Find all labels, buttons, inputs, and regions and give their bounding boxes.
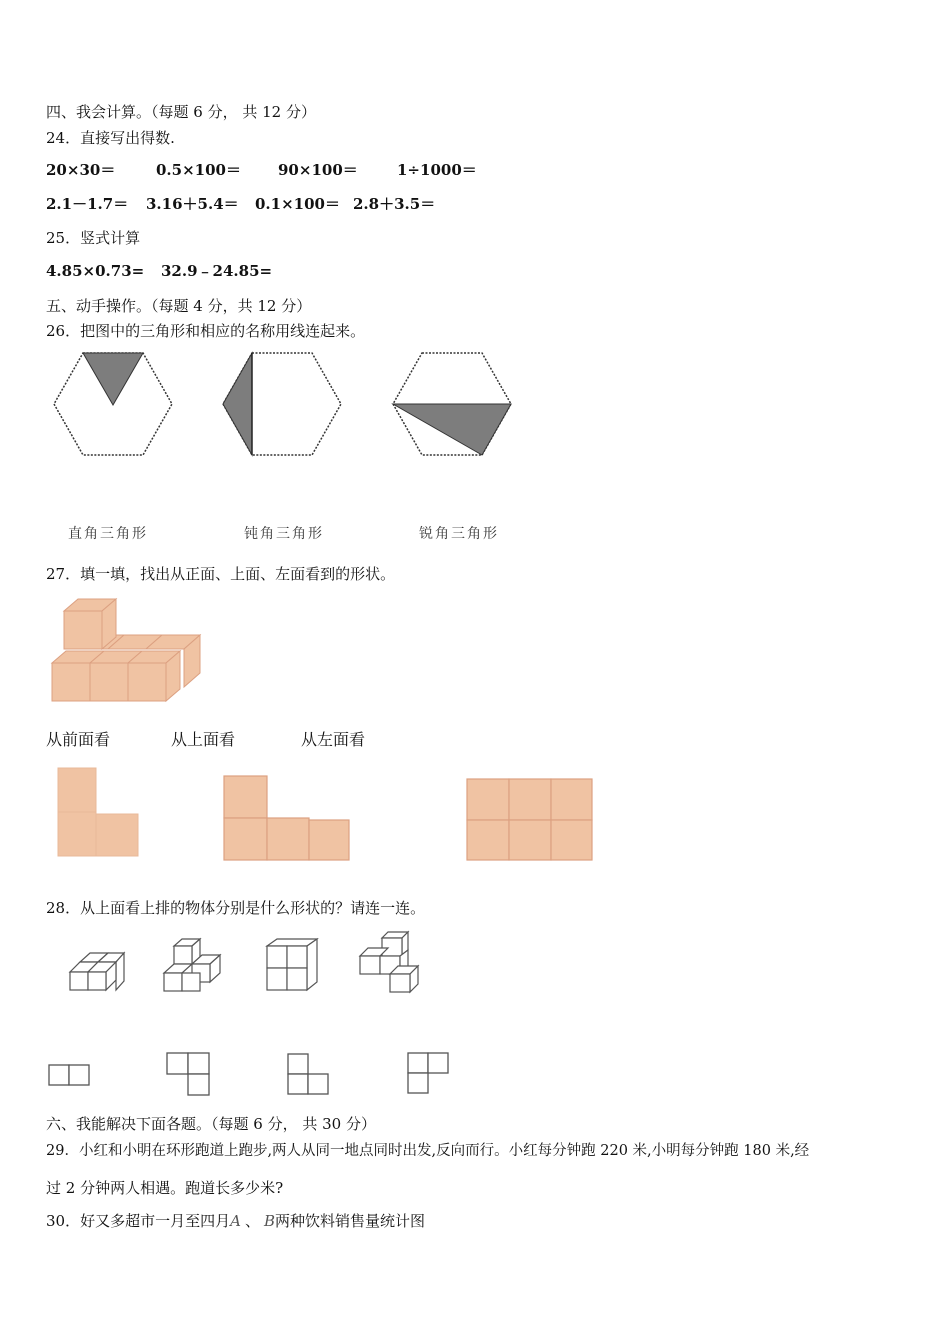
q25-title: 25．竖式计算 [46, 229, 141, 247]
q27-title: 27．填一填，找出从正面、上面、左面看到的形状。 [46, 565, 396, 583]
q30-title [46, 1212, 425, 1230]
shaded-triangle [393, 404, 511, 455]
q27-view-top: 从上面看 [171, 730, 236, 749]
q24-r1-c1: 20×30＝ [46, 161, 116, 179]
q25-item-1: 4.85×0.73= [46, 262, 145, 280]
q24-r2-c4: 2.8＋3.5＝ [353, 195, 436, 213]
q28-top-view-2 [166, 1052, 212, 1096]
q24-r1-c2: 0.5×100＝ [156, 161, 241, 179]
q26-label-acute: 锐角三角形 [419, 526, 499, 542]
q30-suffix: 两种饮料销售量统计图 [274, 1212, 425, 1230]
q24-r1-c3: 90×100＝ [278, 161, 358, 179]
q27-cube-stack [50, 597, 205, 707]
q26-label-obtuse: 钝角三角形 [244, 526, 324, 542]
q26-title: 26．把图中的三角形和相应的名称用线连起来。 [46, 322, 366, 340]
q24-title: 24．直接写出得数. [46, 129, 175, 147]
q30-var-a: A [230, 1212, 241, 1230]
shaded-triangle [83, 353, 143, 405]
q24-r2-c1: 2.1－1.7＝ [46, 195, 129, 213]
section6-heading: 六、我能解决下面各题。（每题 6 分， 共 30 分） [46, 1115, 376, 1133]
q27-view-front: 从前面看 [46, 730, 111, 749]
q26-hexagon-2 [221, 350, 343, 458]
shaded-triangle [223, 353, 252, 455]
q25-item-2: 32.9﹣24.85= [161, 262, 273, 280]
section4-heading: 四、我会计算。（每题 6 分， 共 12 分） [46, 103, 316, 121]
q26-hexagon-1 [52, 350, 174, 458]
q26-hexagon-3 [391, 350, 513, 458]
q30-sep: 、 [244, 1212, 260, 1230]
q28-top-view-3 [287, 1053, 331, 1097]
q27-shape-1 [56, 766, 142, 860]
q28-object-4 [358, 930, 424, 994]
q29-line2: 过 2 分钟两人相遇。跑道长多少米? [46, 1179, 284, 1197]
q30-var-b: B [263, 1212, 275, 1230]
q28-title: 28．从上面看上排的物体分别是什么形状的？请连一连。 [46, 899, 426, 917]
q28-top-view-1 [48, 1064, 92, 1086]
q29-line1: 29．小红和小明在环形跑道上跑步,两人从同一地点同时出发,反向而行。小红每分钟跑 220 米,小明每分钟跑 180 米,经 [46, 1143, 810, 1159]
q28-top-view-4 [407, 1052, 451, 1096]
section5-heading: 五、动手操作。（每题 4 分，共 12 分） [46, 297, 312, 315]
q27-shape-2 [222, 775, 352, 863]
q30-prefix: 30．好又多超市一月至四月 [46, 1212, 231, 1230]
q27-view-left: 从左面看 [301, 730, 366, 749]
q28-object-1 [68, 948, 126, 994]
q26-label-right: 直角三角形 [68, 526, 148, 542]
q24-r1-c4: 1÷1000＝ [397, 161, 477, 179]
q28-object-2 [162, 937, 224, 995]
q27-shape-3 [466, 778, 594, 862]
q24-r2-c2: 3.16＋5.4＝ [146, 195, 239, 213]
q24-r2-c3: 0.1×100＝ [255, 195, 340, 213]
q28-object-3 [265, 938, 321, 994]
